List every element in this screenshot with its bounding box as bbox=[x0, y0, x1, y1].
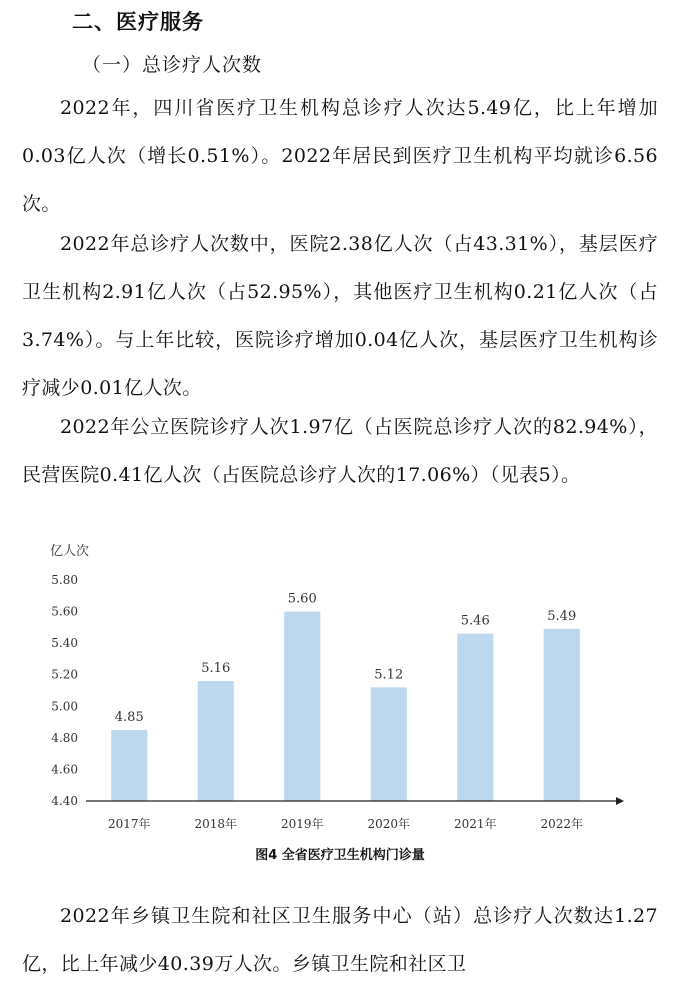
bar-value-label: 5.60 bbox=[287, 591, 317, 607]
paragraph-2-text: 2022年总诊疗人次数中，医院2.38亿人次（占43.31%），基层医疗卫生机构2.91亿人次（占52.95%），其他医疗卫生机构0.21亿人次（占3.74%）。与上年比较，医院诊疗增加0.04亿人次，基层医疗卫生机构诊疗减少0.01亿人次。 bbox=[22, 233, 658, 399]
bar bbox=[284, 612, 320, 801]
y-tick-label: 5.60 bbox=[51, 604, 78, 619]
paragraph-total-visits bbox=[22, 84, 658, 228]
x-tick-label: 2018年 bbox=[194, 817, 238, 831]
paragraph-4-text: 2022年乡镇卫生院和社区卫生服务中心（站）总诊疗人次数达1.27亿，比上年减少40.39万人次。乡镇卫生院和社区卫 bbox=[22, 905, 658, 975]
bar-value-label: 5.12 bbox=[374, 667, 404, 683]
y-tick-label: 4.40 bbox=[51, 794, 78, 808]
bar-value-label: 5.16 bbox=[201, 661, 231, 677]
bar bbox=[198, 681, 234, 801]
y-tick-label: 5.20 bbox=[51, 667, 78, 682]
x-tick-label: 2017年 bbox=[107, 817, 151, 831]
bar bbox=[457, 634, 493, 801]
paragraph-3-text: 2022年公立医院诊疗人次1.97亿（占医院总诊疗人次的82.94%），民营医院0.41亿人次（占医院总诊疗人次的17.06%）（见表5）。 bbox=[22, 416, 658, 486]
x-tick-label: 2020年 bbox=[367, 817, 411, 831]
x-tick-label: 2022年 bbox=[540, 817, 584, 831]
section-title: 二、医疗服务 bbox=[72, 10, 204, 34]
outpatient-visits-bar-chart bbox=[40, 535, 640, 840]
paragraph-public-private bbox=[22, 403, 658, 499]
bar-value-label: 4.85 bbox=[114, 709, 144, 725]
paragraph-1-text: 2022年，四川省医疗卫生机构总诊疗人次达5.49亿，比上年增加0.03亿人次（增长0.51%）。2022年居民到医疗卫生机构平均就诊6.56次。 bbox=[22, 97, 658, 215]
subsection-title: （一）总诊疗人次数 bbox=[82, 54, 263, 76]
bar bbox=[111, 730, 147, 801]
y-tick-label: 5.80 bbox=[51, 573, 78, 587]
figure-caption: 图4 全省医疗卫生机构门诊量 bbox=[255, 848, 425, 863]
x-tick-label: 2021年 bbox=[453, 817, 497, 831]
y-axis-label: 亿人次 bbox=[50, 544, 90, 559]
y-tick-label: 5.40 bbox=[51, 636, 78, 651]
bar-value-label: 5.46 bbox=[460, 613, 490, 629]
x-axis-arrow bbox=[616, 797, 624, 805]
y-tick-label: 4.60 bbox=[51, 762, 78, 777]
bar bbox=[371, 687, 407, 801]
bar bbox=[544, 629, 580, 801]
paragraph-visit-breakdown bbox=[22, 220, 658, 412]
x-tick-label: 2019年 bbox=[280, 817, 324, 831]
bar-value-label: 5.49 bbox=[547, 608, 577, 624]
y-tick-label: 4.80 bbox=[51, 730, 78, 745]
y-tick-label: 5.00 bbox=[51, 699, 78, 714]
paragraph-township-community bbox=[22, 892, 658, 988]
